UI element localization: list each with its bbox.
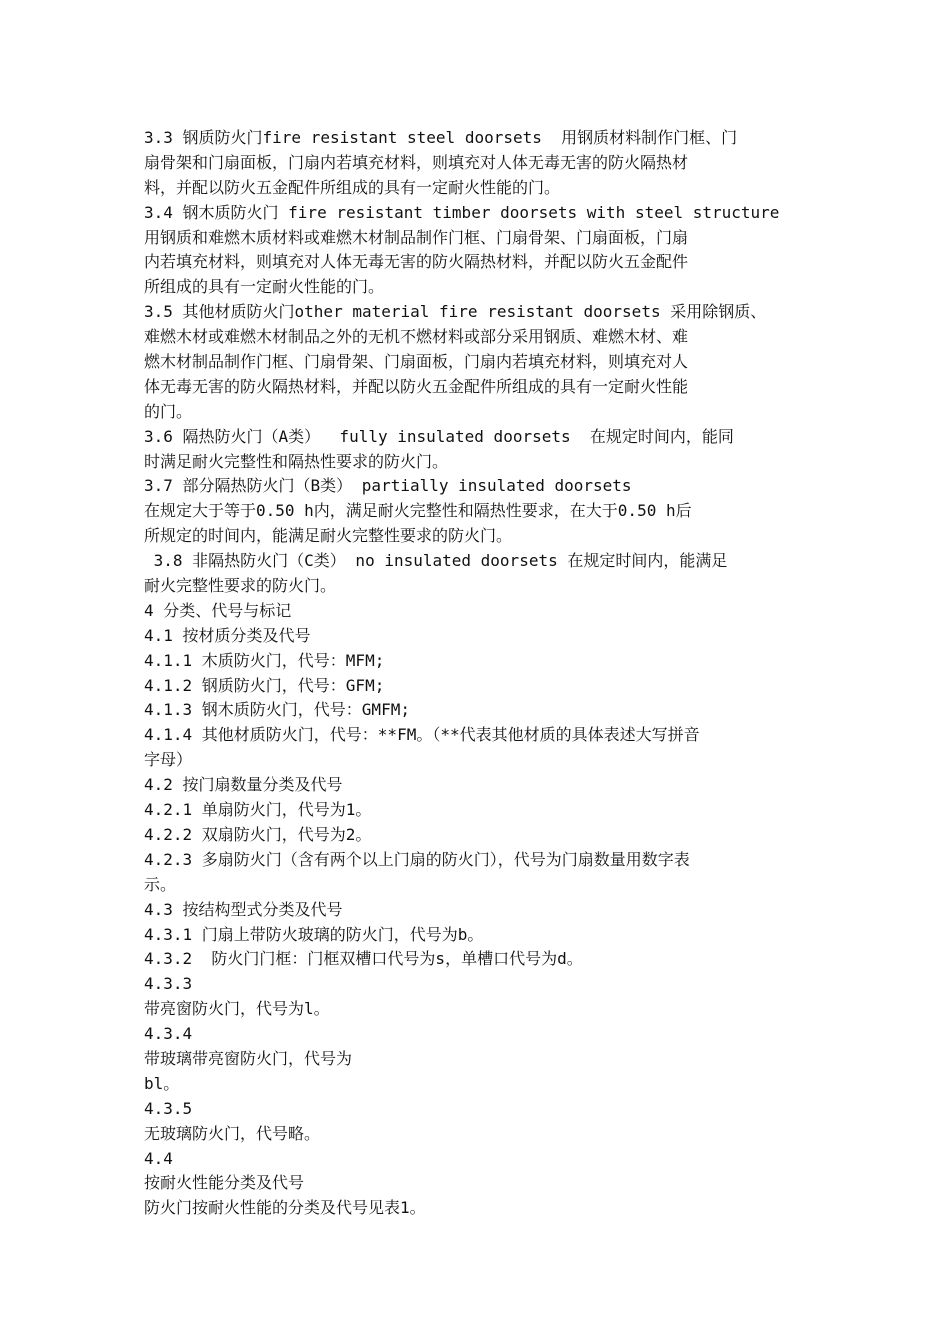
text-line: 4.1.3 钢木质防火门，代号：GMFM; (144, 700, 410, 720)
text-line: 所组成的具有一定耐火性能的门。 (144, 277, 385, 297)
text-line: 4.4 (144, 1148, 173, 1168)
text-line: 3.4 钢木质防火门 fire resistant timber doorsets with steel structure (144, 202, 780, 222)
text-line: 燃木材制品制作门框、门扇骨架、门扇面板，门扇内若填充材料，则填充对人 (144, 352, 689, 372)
text-line: 4.3.4 (144, 1024, 193, 1044)
text-line: bl。 (144, 1073, 180, 1093)
text-line: 按耐火性能分类及代号 (144, 1173, 305, 1193)
text-line: 扇骨架和门扇面板，门扇内若填充材料，则填充对人体无毒无害的防火隔热材 (144, 152, 689, 172)
text-line: 的门。 (144, 401, 193, 421)
text-line: 料，并配以防火五金配件所组成的具有一定耐火性能的门。 (144, 177, 561, 197)
text-line: 耐火完整性要求的防火门。 (144, 576, 337, 596)
section-heading: 4 分类、代号与标记 (144, 600, 292, 620)
subsection-heading: 4.3 按结构型式分类及代号 (144, 899, 343, 919)
text-line: 3.5 其他材质防火门other material fire resistant doorsets 采用除钢质、 (144, 302, 767, 322)
text-line: 3.8 非隔热防火门（C类） no insulated doorsets 在规定时间内，能满足 (144, 551, 728, 571)
subsection-heading: 4.2 按门扇数量分类及代号 (144, 775, 343, 795)
subsection-heading: 4.1 按材质分类及代号 (144, 625, 311, 645)
text-line: 3.3 钢质防火门fire resistant steel doorsets 用钢质材料制作门框、门 (144, 128, 738, 147)
text-line: 时满足耐火完整性和隔热性要求的防火门。 (144, 451, 449, 471)
text-line: 4.1.2 钢质防火门，代号：GFM; (144, 675, 385, 695)
text-line: 内若填充材料，则填充对人体无毒无害的防火隔热材料，并配以防火五金配件 (144, 252, 689, 272)
text-line: 4.1.1 木质防火门，代号：MFM; (144, 650, 385, 670)
text-line: 4.2.3 多扇防火门（含有两个以上门扇的防火门），代号为门扇数量用数字表 (144, 849, 690, 869)
text-line: 4.2.2 双扇防火门，代号为2。 (144, 824, 372, 844)
text-line: 难燃木材或难燃木材制品之外的无机不燃材料或部分采用钢质、难燃木材、难 (144, 327, 689, 347)
text-line: 体无毒无害的防火隔热材料，并配以防火五金配件所组成的具有一定耐火性能 (144, 376, 689, 396)
text-line: 3.6 隔热防火门（A类） fully insulated doorsets 在规定时间内，能同 (144, 426, 734, 446)
text-line: 4.2.1 单扇防火门，代号为1。 (144, 800, 372, 820)
text-line: 4.1.4 其他材质防火门，代号：**FM。（**代表其他材质的具体表述大写拼音 (144, 725, 700, 745)
text-line: 示。 (144, 874, 177, 894)
text-line: 所规定的时间内，能满足耐火完整性要求的防火门。 (144, 526, 513, 546)
text-line: 在规定大于等于0.50 h内，满足耐火完整性和隔热性要求，在大于0.50 h后 (144, 501, 692, 521)
text-line: 4.3.1 门扇上带防火玻璃的防火门，代号为b。 (144, 924, 484, 944)
text-line: 无玻璃防火门，代号略。 (144, 1123, 321, 1143)
text-line: 字母） (144, 750, 193, 770)
document-body (144, 126, 809, 1221)
text-line: 带亮窗防火门，代号为l。 (144, 999, 330, 1019)
text-line: 4.3.3 (144, 974, 193, 994)
text-line: 4.3.2 防火门门框：门框双槽口代号为s，单槽口代号为d。 (144, 949, 583, 969)
text-line: 4.3.5 (144, 1098, 193, 1118)
text-line: 3.7 部分隔热防火门（B类） partially insulated doorsets (144, 476, 632, 496)
text-line: 用钢质和难燃木质材料或难燃木材制品制作门框、门扇骨架、门扇面板，门扇 (144, 227, 689, 247)
text-line: 带玻璃带亮窗防火门，代号为 (144, 1048, 353, 1068)
text-line: 防火门按耐火性能的分类及代号见表1。 (144, 1198, 426, 1218)
